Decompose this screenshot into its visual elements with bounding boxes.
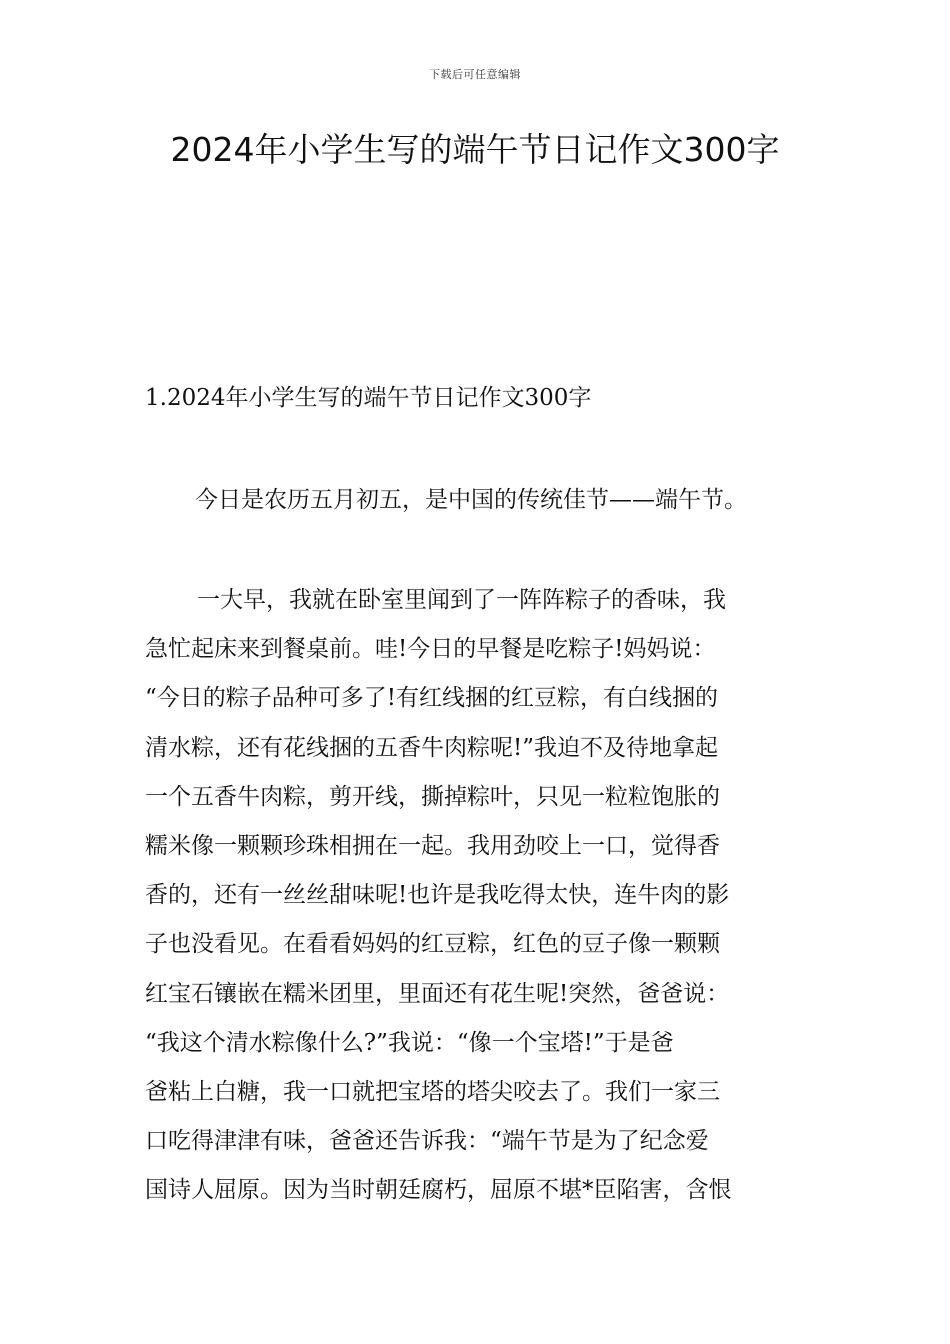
body-line: 子也没看见。在看看妈妈的红豆粽，红色的豆子像一颗颗: [145, 931, 720, 958]
body-paragraph: [145, 578, 810, 1217]
body-line: 一个五香牛肉粽，剪开线，撕掉粽叶，只见一粒粒饱胀的: [145, 783, 720, 810]
body-line: 糯米像一颗颗珍珠相拥在一起。我用劲咬上一口，觉得香: [145, 832, 720, 859]
body-line: 口吃得津津有味，爸爸还告诉我：“端午节是为了纪念爱: [145, 1128, 709, 1155]
body-line: 红宝石镶嵌在糯米团里，里面还有花生呢!突然，爸爸说：: [145, 980, 730, 1007]
header-note: 下载后可任意编辑: [429, 68, 521, 81]
intro-paragraph: 今日是农历五月初五，是中国的传统佳节——端午节。: [195, 487, 747, 513]
body-line: “今日的粽子品种可多了!有红线捆的红豆粽，有白线捆的: [145, 685, 719, 712]
body-line: 急忙起床来到餐桌前。哇!今日的早餐是吃粽子!妈妈说：: [145, 636, 716, 663]
section-heading: 1.2024年小学生写的端午节日记作文300字: [145, 385, 592, 411]
body-line: “我这个清水粽像什么?”我说：“像一个宝塔!”于是爸: [145, 1029, 674, 1056]
document-title: 2024年小学生写的端午节日记作文300字: [170, 130, 780, 169]
body-line: 香的，还有一丝丝甜味呢!也许是我吃得太快，连牛肉的影: [145, 882, 730, 909]
body-line: 爸粘上白糖，我一口就把宝塔的塔尖咬去了。我们一家三: [145, 1078, 720, 1105]
body-line: 国诗人屈原。因为当时朝廷腐朽，屈原不堪*臣陷害，含恨: [145, 1177, 732, 1204]
body-line: 一大早，我就在卧室里闻到了一阵阵粽子的香味，我: [197, 587, 726, 613]
body-line: 清水粽，还有花线捆的五香牛肉粽呢!”我迫不及待地拿起: [145, 734, 719, 761]
